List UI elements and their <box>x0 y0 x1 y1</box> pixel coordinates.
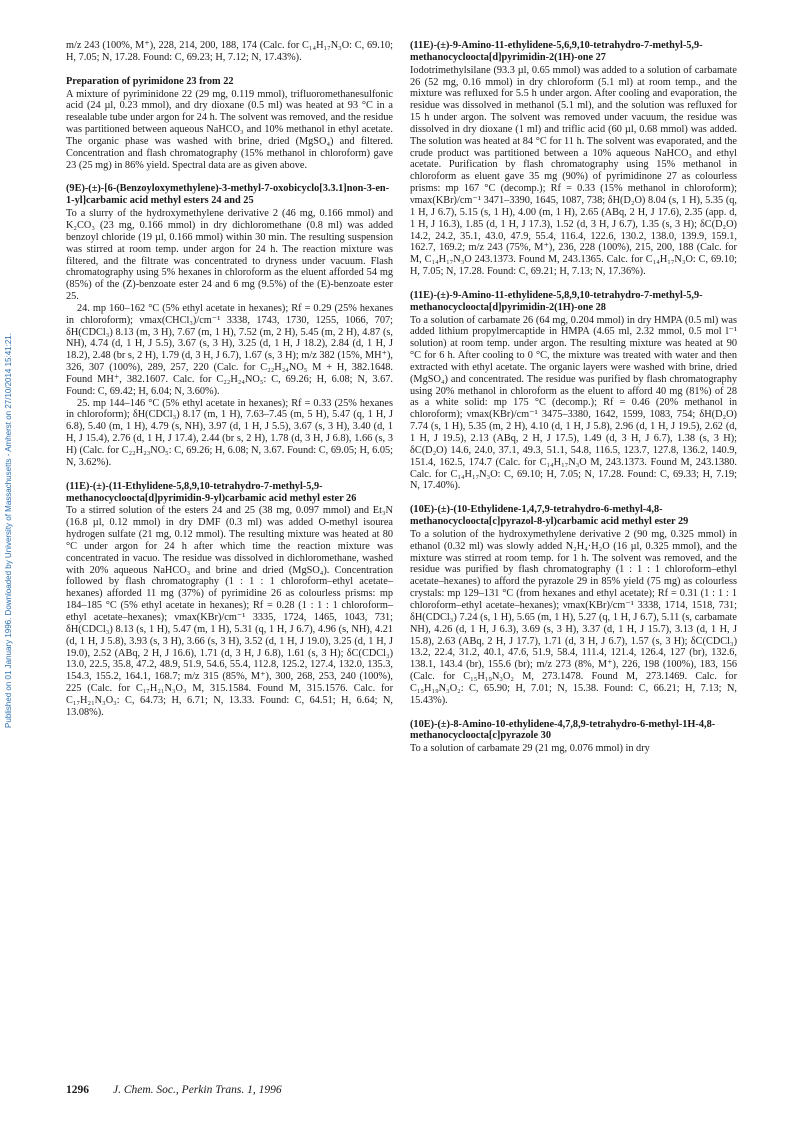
download-notice <box>2 150 14 910</box>
section-text-pyrimidinone-27: Iodotrimethylsilane (93.3 µl, 0.65 mmol) was added to a solution of carbamate 26 (52 mg, 0.16 mmol) in dry chloroform (5.1 ml) at room temp., and the mixture was refluxed for 5.5 h under argon. After cooling and evaporation, the residue was dissolved in methanol (5.1 ml), and the solution was refluxed for 15 h under argon. The solvent was removed under vacuum, the residue was dissolved in dry dioxane (1 ml) and triflic acid (60 µl, 0.68 mmol) was added. The solution was heated at 84 °C for 11 h. The solvent was evaporated, and the crude product was partitioned between a 10% aqueous NaHCO₃ and ethyl acetate. Purification by flash chromatography using 15% methanol in chloroform as eluent gave 35 mg (90%) of pyrimidinone 27 as colourless prisms: mp 167 °C (decomp.); Rf = 0.33 (15% methanol in chloroform); νmax(KBr)/cm⁻¹ 3471–3390, 1645, 1087, 738; δH(D₂O) 8.04 (s, 1 H), 5.35 (q, 1 H, J 6.7), 5.15 (s, 1 H), 4.00 (m, 1 H), 2.65 (ABq, 2 H, J 17.6), 2.35 (app. d, 1 H, J 16.3), 1.85 (d, 1 H, J 17.3), 1.52 (d, 3 H, J 6.7), 1.35 (s, 3 H); δC(D₂O) 14.2, 24.2, 35.1, 43.0, 47.9, 55.4, 116.4, 122.6, 130.2, 138.0, 139.9, 159.1, 162.7, 169.2; m/z 243 (75%, M⁺), 236, 228 (100%), 215, 200, 188 (Calc. for M, C₁₄H₁₇N₃O 243.1373. Found M, 243.1365. Calc. for C₁₄H₁₇N₃O: C, 69.10; H, 7.05; N, 17.28. Found: C, 69.21; H, 7.13; N, 17.36%). <box>410 64 737 278</box>
section-heading-pyrazole-30: (10E)-(±)-8-Amino-10-ethylidene-4,7,8,9-tetrahydro-6-methyl-1H-4,8-methanocycloocta[c]pyrazole 30 <box>410 718 716 742</box>
section-text-pyrazole-30: To a solution of carbamate 29 (21 mg, 0.076 mmol) in dry <box>410 743 650 755</box>
section-heading-pyrimidinone-27: (11E)-(±)-9-Amino-11-ethylidene-5,6,9,10-tetrahydro-7-methyl-5,9-methanocycloocta[d]pyrimidin-2(1H)-one 27 <box>410 40 703 63</box>
page-number: 1296 <box>66 1084 89 1096</box>
left-column <box>66 40 393 719</box>
compound-24-data: 24. mp 160–162 °C (5% ethyl acetate in hexanes); Rf = 0.29 (25% hexanes in chloroform); νmax(CHCl₃)/cm⁻¹ 3338, 1743, 1730, 1255, 1066, 707; δH(CDCl₃) 8.13 (m, 3 H), 7.67 (m, 1 H), 7.52 (m, 2 H), 5.45 (m, 2 H), 4.87 (s, NH), 4.74 (d, 1 H, J 5.5), 3.67 (s, 3 H), 3.25 (d, 1 H, J 18.2), 2.84 (d, 1 H, J 18.2), 2.48 (br s, 2 H), 1.79 (d, 3 H, J 6.7), 1.67 (s, 3 H); m/z 382 (15%, MH⁺), 326, 307 (100%), 289, 257, 220 (Calc. for C₂₂H₂₄NO₅ M + H, 382.1648. Found MH⁺, 382.1607. Calc. for C₂₂H₂₄NO₅: C, 69.26; H, 6.08; N, 3.67. Found: C, 69.42; H, 6.04; N, 3.60%). <box>66 302 393 397</box>
section-text-pyrimidone-23: A mixture of pyriminidone 22 (29 mg, 0.119 mmol), trifluoromethanesulfonic acid (24 µl, 0.23 mmol), and dry dioxane (0.5 ml) was heated at 93 °C in a resealable tube under argon for 24 h. The solvent was removed, and the residue was partitioned between aqueous NaHCO₃ and 10% methanol in ethyl acetate. The organic phase was washed with brine, dried (MgSO₄) and filtered. Concentration and flash chromatography (15% methanol in chloroform) gave 23 (25 mg) in 86% yield. Spectral data are as given above. <box>66 88 393 171</box>
right-column <box>410 40 737 755</box>
download-notice-text: Published on 01 January 1996. Downloaded by University of Massachusetts - Amherst on 27/10/2014 15:41:21. <box>3 332 13 728</box>
section-heading-pyrimidinone-28: (11E)-(±)-9-Amino-11-ethylidene-5,8,9,10-tetrahydro-7-methyl-5,9- methanocycloocta[d]pyrimidin-2(1H)-one 28 <box>410 289 703 313</box>
page-footer <box>66 1084 466 1096</box>
section-text-ester-26: To a stirred solution of the esters 24 and 25 (38 mg, 0.097 mmol) and Et₃N (16.8 µl, 0.12 mmol) in dry DMF (0.3 ml) was added O-methyl isourea hydrogen sulfate (21 mg, 0.12 mmol). The resulting mixture was heated at 80 °C under argon for 24 h after which time the reaction mixture was concentrated in vacuo. The residue was dissolved in dichloromethane, washed with 20% aqueous NaHCO₃ and brine and dried (MgSO₄). Concentration followed by flash chromatography (1 : 1 : 1 chloroform–ethyl acetate–hexanes) afforded 11 mg (37%) of pyrimidine 26 as colourless prisms: mp 184–185 °C (5% ethyl acetate in hexanes); Rf = 0.28 (1 : 1 : 1 chloroform–ethyl acetate–hexanes); νmax(KBr)/cm⁻¹ 3335, 1724, 1465, 1043, 731; δH(CDCl₃) 8.13 (s, 1 H), 5.47 (m, 1 H), 5.31 (q, 1 H, J 6.7), 4.96 (s, NH), 4.21 (d, 1 H, J 5.8), 3.93 (s, 3 H), 3.66 (s, 3 H), 3.52 (d, 1 H, J 19.0), 3.25 (d, 1 H, J 19.0), 2.52 (ABq, 2 H, J 16.6), 1.71 (d, 3 H, J 6.8), 1.61 (s, 3 H); δC(CDCl₃) 13.0, 22.5, 35.8, 47.2, 48.9, 51.9, 54.6, 55.4, 112.8, 125.2, 127.4, 132.0, 135.3, 154.3, 155.2, 164.1, 168.7; m/z 315 (85%, M⁺), 300, 268, 253, 240 (100%), 225 (Calc. for C₁₇H₂₁N₃O₃ M, 315.1584. Found M, 315.1576. Calc. for C₁₇H₂₁N₃O₃: C, 64.73; H, 6.71; N, 13.33. Found: C, 64.51; H, 6.64; N, 13.08%). <box>66 505 393 718</box>
section-heading-ester-26: (11E)-(±)-(11-Ethylidene-5,8,9,10-tetrahydro-7-methyl-5,9-methanocycloocta[d]pyrimidin-9-yl)carbamic acid methyl ester 26 <box>66 480 357 504</box>
journal-citation: J. Chem. Soc., Perkin Trans. 1, 1996 <box>113 1084 282 1096</box>
section-text-pyrazole-29: To a solution of the hydroxymethylene derivative 2 (90 mg, 0.325 mmol) in ethanol (0.32 ml) was slowly added N₂H₄·H₂O (16 µl, 0.325 mmol), and the mixture was stirred at room temp. for 1 h. The solvent was removed, and the residue was purified by flash chromatography (1 : 1 : 1 chloroform–ethyl acetate–hexanes) to afford the pyrazole 29 in 85% yield (75 mg) as colourless crystals: mp 129–131 °C (from hexanes and ethyl acetate); Rf = 0.31 (1 : 1 : 1 chloroform–ethyl acetate–hexanes); νmax(KBr)/cm⁻¹ 3338, 1714, 1518, 731; δH(CDCl₃) 7.24 (s, 1 H), 5.65 (m, 1 H), 5.27 (q, 1 H, J 6.7), 5.11 (s, carbamate NH), 4.26 (d, 1 H, J 6.3), 3.69 (s, 3 H), 3.37 (d, 1 H, J 15.7), 3.13 (d, 1 H, J 15.8), 2.63 (ABq, 2 H, J 17.7), 1.71 (d, 3 H, J 6.7), 1.57 (s, 3 H); δC(CDCl₃) 13.2, 22.4, 31.2, 40.1, 47.6, 51.9, 58.4, 111.4, 121.4, 126.4, 127 (br), 132.6, 138.1, 143.4 (br), 155.6 (br); m/z 273 (8%, M⁺), 226, 198 (100%), 183, 156 (Calc. for C₁₅H₁₉N₃O₂ M, 273.1478. Found M, 273.1469. Calc. for C₁₅H₁₉N₃O₂: C, 65.90; H, 7.01; N, 15.38. Found: C, 66.21; H, 7.13; N, 15.43%). <box>410 528 737 706</box>
section-heading-esters-24-25: (9E)-(±)-[6-(Benzoyloxymethylene)-3-methyl-7-oxobicyclo[3.3.1]non-3-en-1-yl]carbamic acid methyl esters 24 and 25 <box>66 183 390 207</box>
intro-paragraph: m/z 243 (100%, M⁺), 228, 214, 200, 188, 174 (Calc. for C₁₄H₁₇N₃O: C, 69.10; H, 7.05; N, 17.28. Found: C, 69.23; H, 7.12; N, 17.43%). <box>66 40 393 63</box>
section-heading-pyrimidone-23: Preparation of pyrimidone 23 from 22 <box>66 75 234 87</box>
section-text-esters-24-25: To a slurry of the hydroxymethylene derivative 2 (46 mg, 0.166 mmol) and K₂CO₃ (23 mg, 0.166 mmol) in dry dichloromethane (0.8 ml) was added benzoyl chloride (19 µl, 0.166 mmol) within 30 min. The resulting suspension was stirred at room temp. under argon for 24 h. The reaction mixture was filtered, and the filtrate was concentrated to dryness under vacuum. Flash chromatography using 5% hexanes in chloroform as the eluent afforded 54 mg (85%) of the (Z)-benzoate ester 24 and 6 mg (9.5%) of the (E)-benzoate ester 25. <box>66 208 393 303</box>
compound-25-data: 25. mp 144–146 °C (5% ethyl acetate in hexanes); Rf = 0.33 (25% hexanes in chloroform); δH(CDCl₃) 8.17 (m, 1 H), 7.63–7.45 (m, 5 H), 5.47 (q, 1 H, J 6.8), 5.40 (m, 1 H), 4.79 (s, NH), 3.97 (d, 1 H, J 5.5), 3.67 (s, 3 H), 3.40 (d, 1 H, J 15.4), 2.76 (d, 1 H, J 17.4), 2.44 (br s, 2 H), 1.78 (d, 3 H, J 6.8), 1.66 (s, 3 H) (Calc. for C₂₂H₂₃NO₅: C, 69.26; H, 6.08; N, 3.67. Found: C, 69.05; H, 6.05; N, 3.62%). <box>66 397 393 468</box>
section-heading-pyrazole-29: (10E)-(±)-(10-Ethylidene-1,4,7,9-tetrahydro-6-methyl-4,8-methanocycloocta[c]pyrazol-8-yl)carbamic acid methyl ester 29 <box>410 504 689 528</box>
section-text-pyrimidinone-28: To a solution of carbamate 26 (64 mg, 0.204 mmol) in dry HMPA (0.5 ml) was added lithium propylmercaptide in HMPA (4.65 ml, 2.32 mmol, 0.5 mol l⁻¹ solution) at room temp. under argon. The resulting mixture was heated at 90 °C for 6 h. After cooling to 0 °C, the mixture was treated with water and then extracted with ethyl acetate. The organic layers were washed with brine, dried (MgSO₄) and concentrated. The residue was purified by flash chromatography using 20% methanol in chloroform as the eluent to afford 40 mg (81%) of 28 as a white solid: mp 175 °C (decomp.); Rf = 0.46 (20% methanol in chloroform); νmax(KBr)/cm⁻¹ 3475–3380, 1642, 1599, 1083, 754; δH(D₂O) 7.74 (s, 1 H), 5.35 (m, 2 H), 4.10 (d, 1 H, J 5.8), 2.96 (d, 1 H, J 19.5), 2.62 (d, 1 H, J 19.5), 2.13 (ABq, 2 H, J 17.5), 1.49 (d, 3 H, J 6.7), 1.38 (s, 3 H); δC(D₂O) 14.6, 24.0, 37.1, 49.3, 51.1, 54.8, 116.5, 123.7, 127.8, 136.2, 140.9, 151.4, 162.5, 174.7 (Calc. for C₁₄H₁₇N₃O M, 243.1373. Found M, 243.1380. Calc. for C₁₄H₁₇N₃O: C, 69.10; H, 7.05; N, 17.28. Found: C, 69.33; H, 7.19; N, 17.40%). <box>410 314 737 492</box>
